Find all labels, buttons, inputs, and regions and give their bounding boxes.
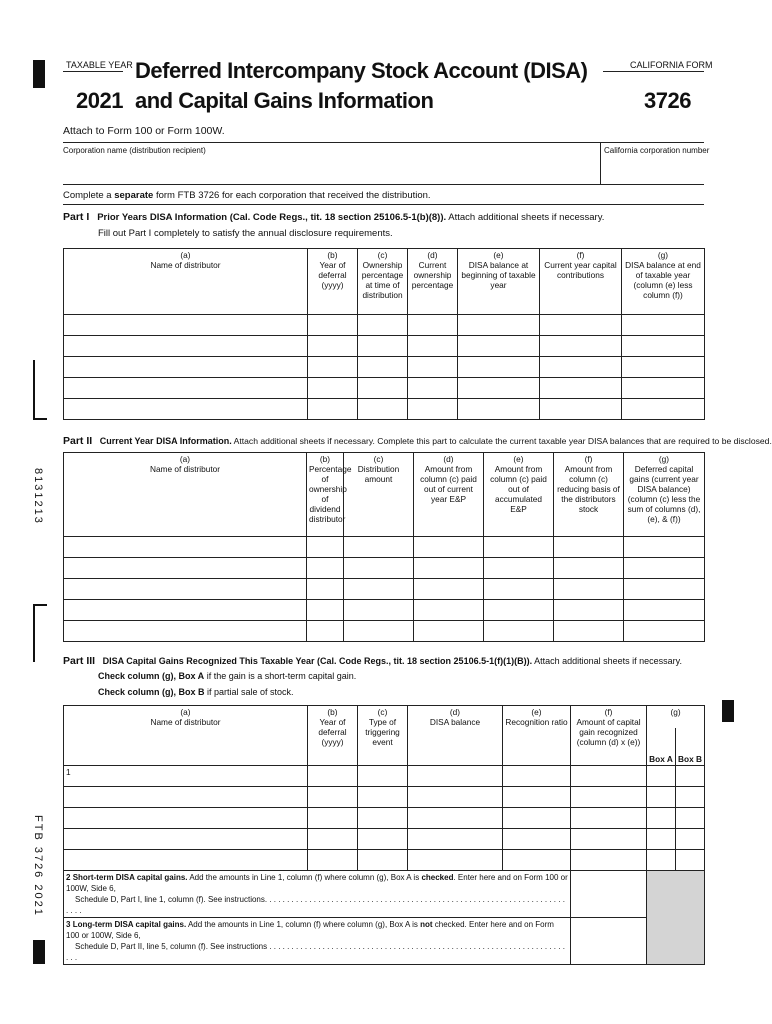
part3-col-g: (g) bbox=[647, 706, 705, 728]
shaded-box bbox=[647, 871, 705, 965]
part1-label: Part I bbox=[63, 211, 90, 223]
line-3-amount[interactable] bbox=[571, 918, 647, 965]
table-row bbox=[64, 579, 705, 600]
box-a-header: Box A bbox=[647, 728, 676, 766]
part1-col-b: (b) Year of deferral (yyyy) bbox=[308, 249, 358, 315]
corner-bracket-2 bbox=[33, 604, 47, 662]
table-row bbox=[64, 399, 705, 420]
taxable-year-label: TAXABLE YEAR bbox=[66, 60, 133, 70]
part1-title: Prior Years DISA Information (Cal. Code Regs., tit. 18 section 25106.5-1(b)(8)). bbox=[97, 212, 447, 223]
part1-col-e: (e) DISA balance at beginning of taxable year bbox=[458, 249, 540, 315]
registration-mark-top-left bbox=[33, 60, 45, 88]
table-row bbox=[64, 336, 705, 357]
corp-number-label: California corporation number bbox=[604, 146, 710, 155]
identity-bottom-rule bbox=[63, 184, 704, 185]
part3-heading bbox=[63, 655, 682, 667]
part3-title: DISA Capital Gains Recognized This Taxable Year (Cal. Code Regs., tit. 18 section 25106.5-1(f)(1)(B)). bbox=[102, 656, 533, 666]
part2-col-e: (e) Amount from column (c) paid out of accumulated E&P bbox=[484, 453, 554, 537]
california-form-rule bbox=[603, 71, 704, 72]
table-row bbox=[64, 378, 705, 399]
corp-name-field[interactable] bbox=[63, 158, 598, 182]
part2-col-c: (c) Distribution amount bbox=[344, 453, 414, 537]
form-number: 3726 bbox=[644, 88, 691, 113]
part1-subnote: Fill out Part I completely to satisfy the annual disclosure requirements. bbox=[98, 228, 393, 239]
part3-col-a: (a) Name of distributor bbox=[64, 706, 308, 766]
part2-label: Part II bbox=[63, 435, 93, 447]
instruction-rule bbox=[63, 204, 704, 205]
part3-col-b: (b) Year of deferral (yyyy) bbox=[308, 706, 358, 766]
part1-heading bbox=[63, 211, 604, 223]
table-row bbox=[64, 850, 705, 871]
table-row bbox=[64, 537, 705, 558]
table-row bbox=[64, 600, 705, 621]
part3-title-tail: Attach additional sheets if necessary. bbox=[532, 656, 682, 666]
instruction-post: form FTB 3726 for each corporation that received the distribution. bbox=[153, 190, 431, 201]
part3-col-d: (d) DISA balance bbox=[408, 706, 503, 766]
part2-col-f: (f) Amount from column (c) reducing basis of the distributors stock bbox=[554, 453, 624, 537]
separate-instruction bbox=[63, 190, 431, 201]
california-form-label: CALIFORNIA FORM bbox=[630, 60, 713, 70]
form-title-line1: Deferred Intercompany Stock Account (DISA) bbox=[135, 58, 588, 83]
tax-year: 2021 bbox=[76, 88, 123, 113]
row-1-number: 1 bbox=[66, 767, 71, 777]
taxable-year-rule bbox=[63, 71, 123, 72]
part3-check-a: Check column (g), Box A if the gain is a short-term capital gain. bbox=[98, 671, 357, 681]
line-2-row: 2 Short-term DISA capital gains. Add the amounts in Line 1, column (f) where column (g), Box A is checked. Enter here and on Form 100 or 100W, Side 6, Schedule D, Part I, line 1, column (f). See instructions. . . . . . . . . . . . . . . . . . . . . . . . . . . . . . . . . . . . . . . . . . . . . . . . . . . . . . . . . . . . . . . . . . . . . . . . bbox=[64, 871, 705, 918]
part3-col-e: (e) Recognition ratio bbox=[503, 706, 571, 766]
instruction-pre: Complete a bbox=[63, 190, 115, 201]
part1-col-g: (g) DISA balance at end of taxable year (column (e) less column (f)) bbox=[622, 249, 705, 315]
part2-col-g: (g) Deferred capital gains (current year DISA balance) (column (c) less the sum of columns (d), (e), & (f)) bbox=[624, 453, 705, 537]
attach-note: Attach to Form 100 or Form 100W. bbox=[63, 125, 225, 137]
line-2-amount[interactable] bbox=[571, 871, 647, 918]
part1-title-tail: Attach additional sheets if necessary. bbox=[446, 212, 605, 223]
line-3-row: 3 Long-term DISA capital gains. Add the amounts in Line 1, column (f) where column (g), Box A is not checked. Enter here and on Form 100 or 100W, Side 6, Schedule D, Part II, line 5, column (f). See instructions . . . . . . . . . . . . . . . . . . . . . . . . . . . . . . . . . . . . . . . . . . . . . . . . . . . . . . . . . . . . . . . . . . . . . . bbox=[64, 918, 705, 965]
table-row bbox=[64, 808, 705, 829]
corp-name-label: Corporation name (distribution recipient) bbox=[63, 146, 206, 155]
part1-col-f: (f) Current year capital contributions bbox=[540, 249, 622, 315]
footer-form-code: FTB 3726 2021 bbox=[32, 815, 44, 917]
box-b-header: Box B bbox=[676, 728, 705, 766]
table-row bbox=[64, 766, 705, 787]
table-row bbox=[64, 357, 705, 378]
part2-title-tail: Attach additional sheets if necessary. Complete this part to calculate the current taxable year DISA balances that are required to be disclosed. bbox=[231, 436, 772, 446]
part1-table bbox=[63, 248, 705, 420]
table-row bbox=[64, 315, 705, 336]
form-title-line2: and Capital Gains Information bbox=[135, 88, 434, 113]
identity-top-rule bbox=[63, 142, 704, 143]
barcode-number: 8131213 bbox=[32, 468, 44, 525]
part3-col-f: (f) Amount of capital gain recognized (column (d) x (e)) bbox=[571, 706, 647, 766]
table-row bbox=[64, 829, 705, 850]
part2-col-a: (a) Name of distributor bbox=[64, 453, 307, 537]
part1-col-a: (a) Name of distributor bbox=[64, 249, 308, 315]
identity-divider bbox=[600, 142, 601, 184]
part2-col-b: (b) Percentage of ownership of dividend distributor bbox=[307, 453, 344, 537]
part3-col-c: (c) Type of triggering event bbox=[358, 706, 408, 766]
corner-bracket-1 bbox=[33, 360, 47, 420]
part3-label: Part III bbox=[63, 655, 96, 667]
part3-check-b: Check column (g), Box B if partial sale of stock. bbox=[98, 687, 294, 697]
registration-mark-bottom-left bbox=[33, 940, 45, 964]
part2-col-d: (d) Amount from column (c) paid out of current year E&P bbox=[414, 453, 484, 537]
instruction-bold: separate bbox=[114, 190, 154, 201]
registration-mark-right bbox=[722, 700, 734, 722]
part1-col-d: (d) Current ownership percentage bbox=[408, 249, 458, 315]
part2-heading bbox=[63, 435, 772, 447]
corp-number-field[interactable] bbox=[602, 158, 702, 182]
part3-table bbox=[63, 705, 705, 965]
part2-table bbox=[63, 452, 705, 642]
part1-col-c: (c) Ownership percentage at time of distribution bbox=[358, 249, 408, 315]
part2-title: Current Year DISA Information. bbox=[99, 436, 232, 446]
table-row bbox=[64, 787, 705, 808]
table-row bbox=[64, 621, 705, 642]
table-row bbox=[64, 558, 705, 579]
